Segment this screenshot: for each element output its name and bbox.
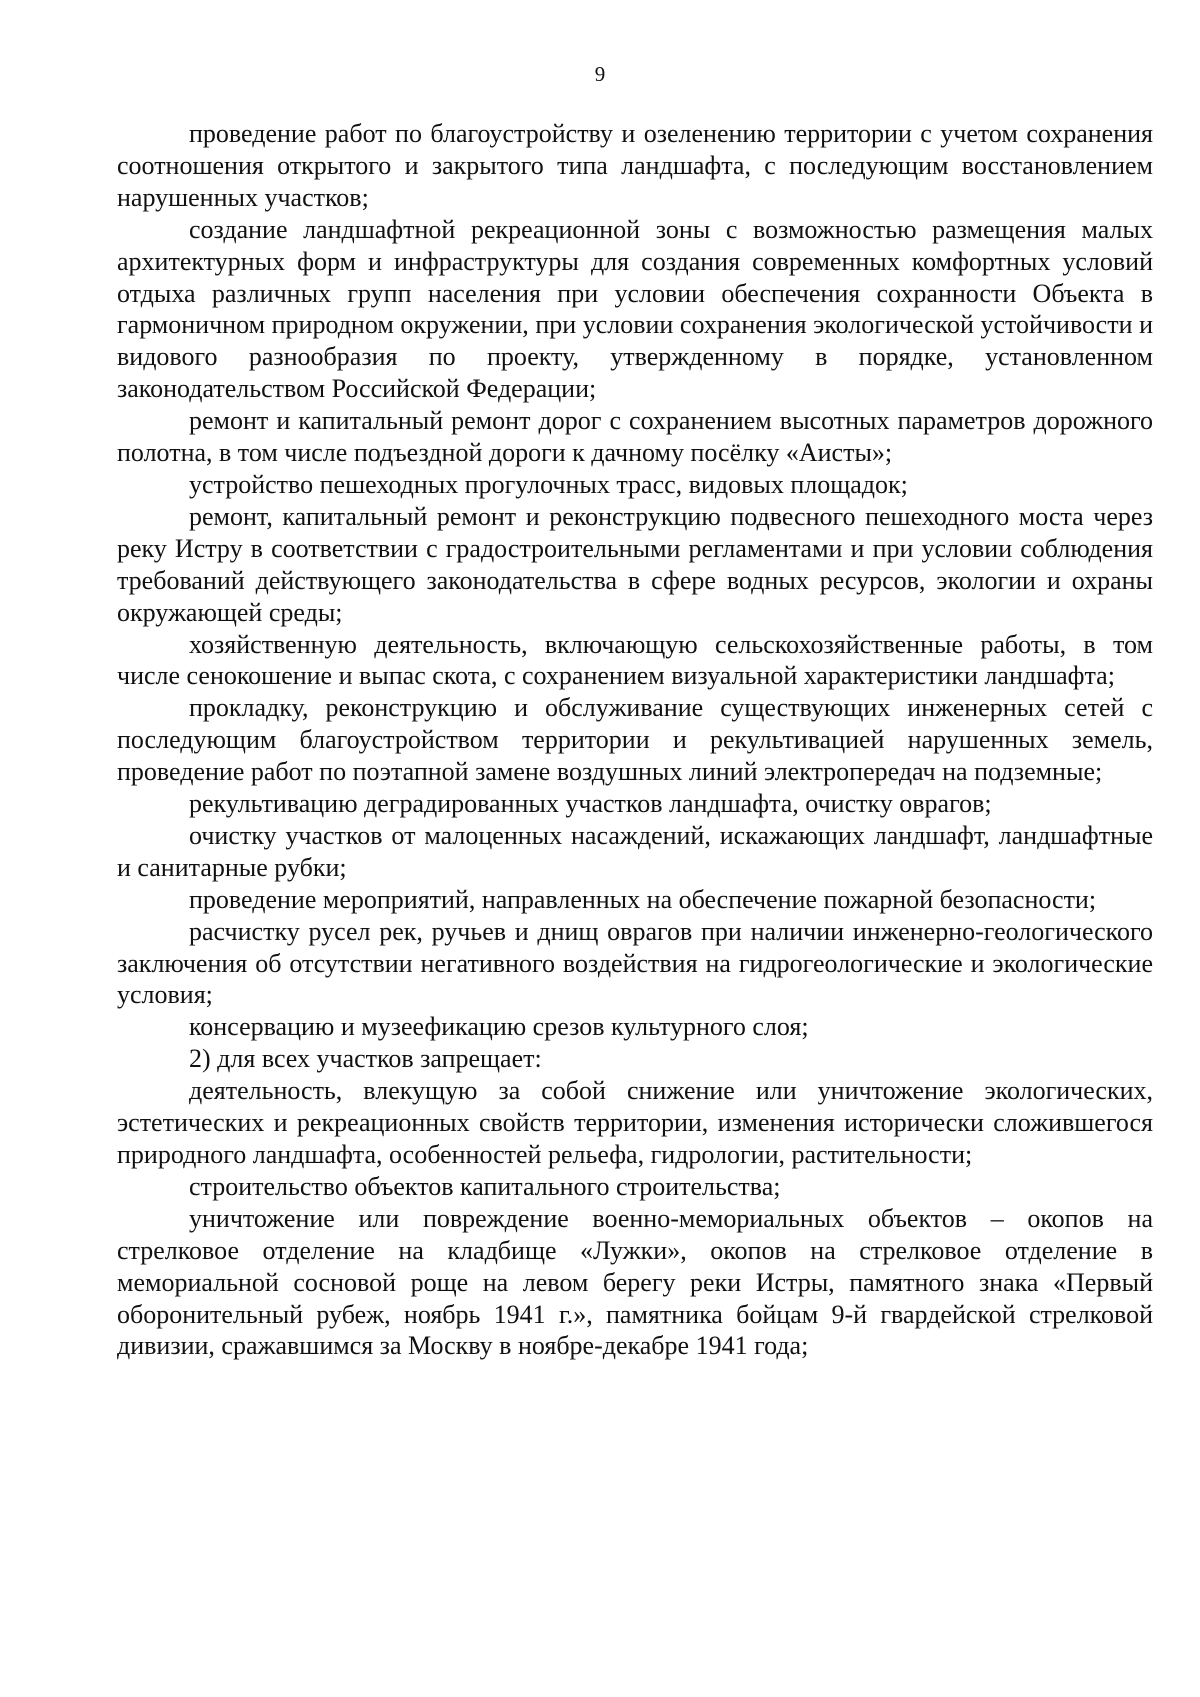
paragraph: устройство пешеходных прогулочных трасс, видовых площадок; [189, 469, 908, 499]
paragraph: ремонт и капитальный ремонт дорог с сохранением высотных параметров дорожного полотна, в том числе подъездной дороги к дачному посёлку «Аисты»; [117, 406, 1153, 468]
paragraph: хозяйственную деятельность, включающую сельскохозяйственные работы, в том числе сенокошение и выпас скота, с сохранением визуальной характеристики ландшафта; [117, 629, 1153, 691]
paragraph: строительство объектов капитального строительства; [189, 1171, 781, 1201]
paragraph: очистку участков от малоценных насаждений, искажающих ландшафт, ландшафтные и санитарные рубки; [117, 820, 1153, 882]
paragraph: консервацию и музеефикацию срезов культурного слоя; [189, 1012, 809, 1042]
paragraph: 2) для всех участков запрещает: [189, 1044, 542, 1074]
document-body [117, 118, 1153, 1362]
paragraph: проведение мероприятий, направленных на обеспечение пожарной безопасности; [189, 884, 1097, 914]
page-number: 9 [594, 62, 606, 86]
paragraph: прокладку, реконструкцию и обслуживание существующих инженерных сетей с последующим благоустройством территории и рекультивацией нарушенных земель, проведение работ по поэтапной замене воздушных линий электропередач на подземные; [117, 693, 1153, 787]
paragraph: уничтожение или повреждение военно-мемориальных объектов – окопов на стрелковое отделение на кладбище «Лужки», окопов на стрелковое отделение в мемориальной сосновой роще на левом берегу реки Истры, памятного знака «Первый оборонительный рубеж, ноябрь 1941 г.», памятника бойцам 9-й гвардейской стрелковой дивизии, сражавшимся за Москву в ноябре-декабре 1941 года; [117, 1203, 1153, 1361]
paragraph: расчистку русел рек, ручьев и днищ оврагов при наличии инженерно-геологического заключения об отсутствии негативного воздействия на гидрогеологические и экологические условия; [117, 916, 1153, 1010]
paragraph: рекультивацию деградированных участков ландшафта, очистку оврагов; [189, 789, 992, 819]
paragraph: деятельность, влекущую за собой снижение или уничтожение экологических, эстетических и рекреационных свойств территории, изменения исторически сложившегося природного ландшафта, особенностей рельефа, гидрологии, растительности; [117, 1076, 1153, 1169]
paragraph: ремонт, капитальный ремонт и реконструкцию подвесного пешеходного моста через реку Истру в соответствии с градостроительными регламентами и при условии соблюдения требований действующего законодательства в сфере водных ресурсов, экологии и охраны окружающей среды; [117, 501, 1153, 627]
paragraph: проведение работ по благоустройству и озеленению территории с учетом сохранения соотношения открытого и закрытого типа ландшафта, с последующим восстановлением нарушенных участков; [117, 119, 1153, 212]
paragraph: создание ландшафтной рекреационной зоны с возможностью размещения малых архитектурных форм и инфраструктуры для создания современных комфортных условий отдыха различных групп населения при условии обеспечения сохранности Объекта в гармоничном природном окружении, при условии сохранения экологической устойчивости и видового разнообразия по проекту, утвержденному в порядке, установленном законодательством Российской Федерации; [117, 214, 1153, 404]
